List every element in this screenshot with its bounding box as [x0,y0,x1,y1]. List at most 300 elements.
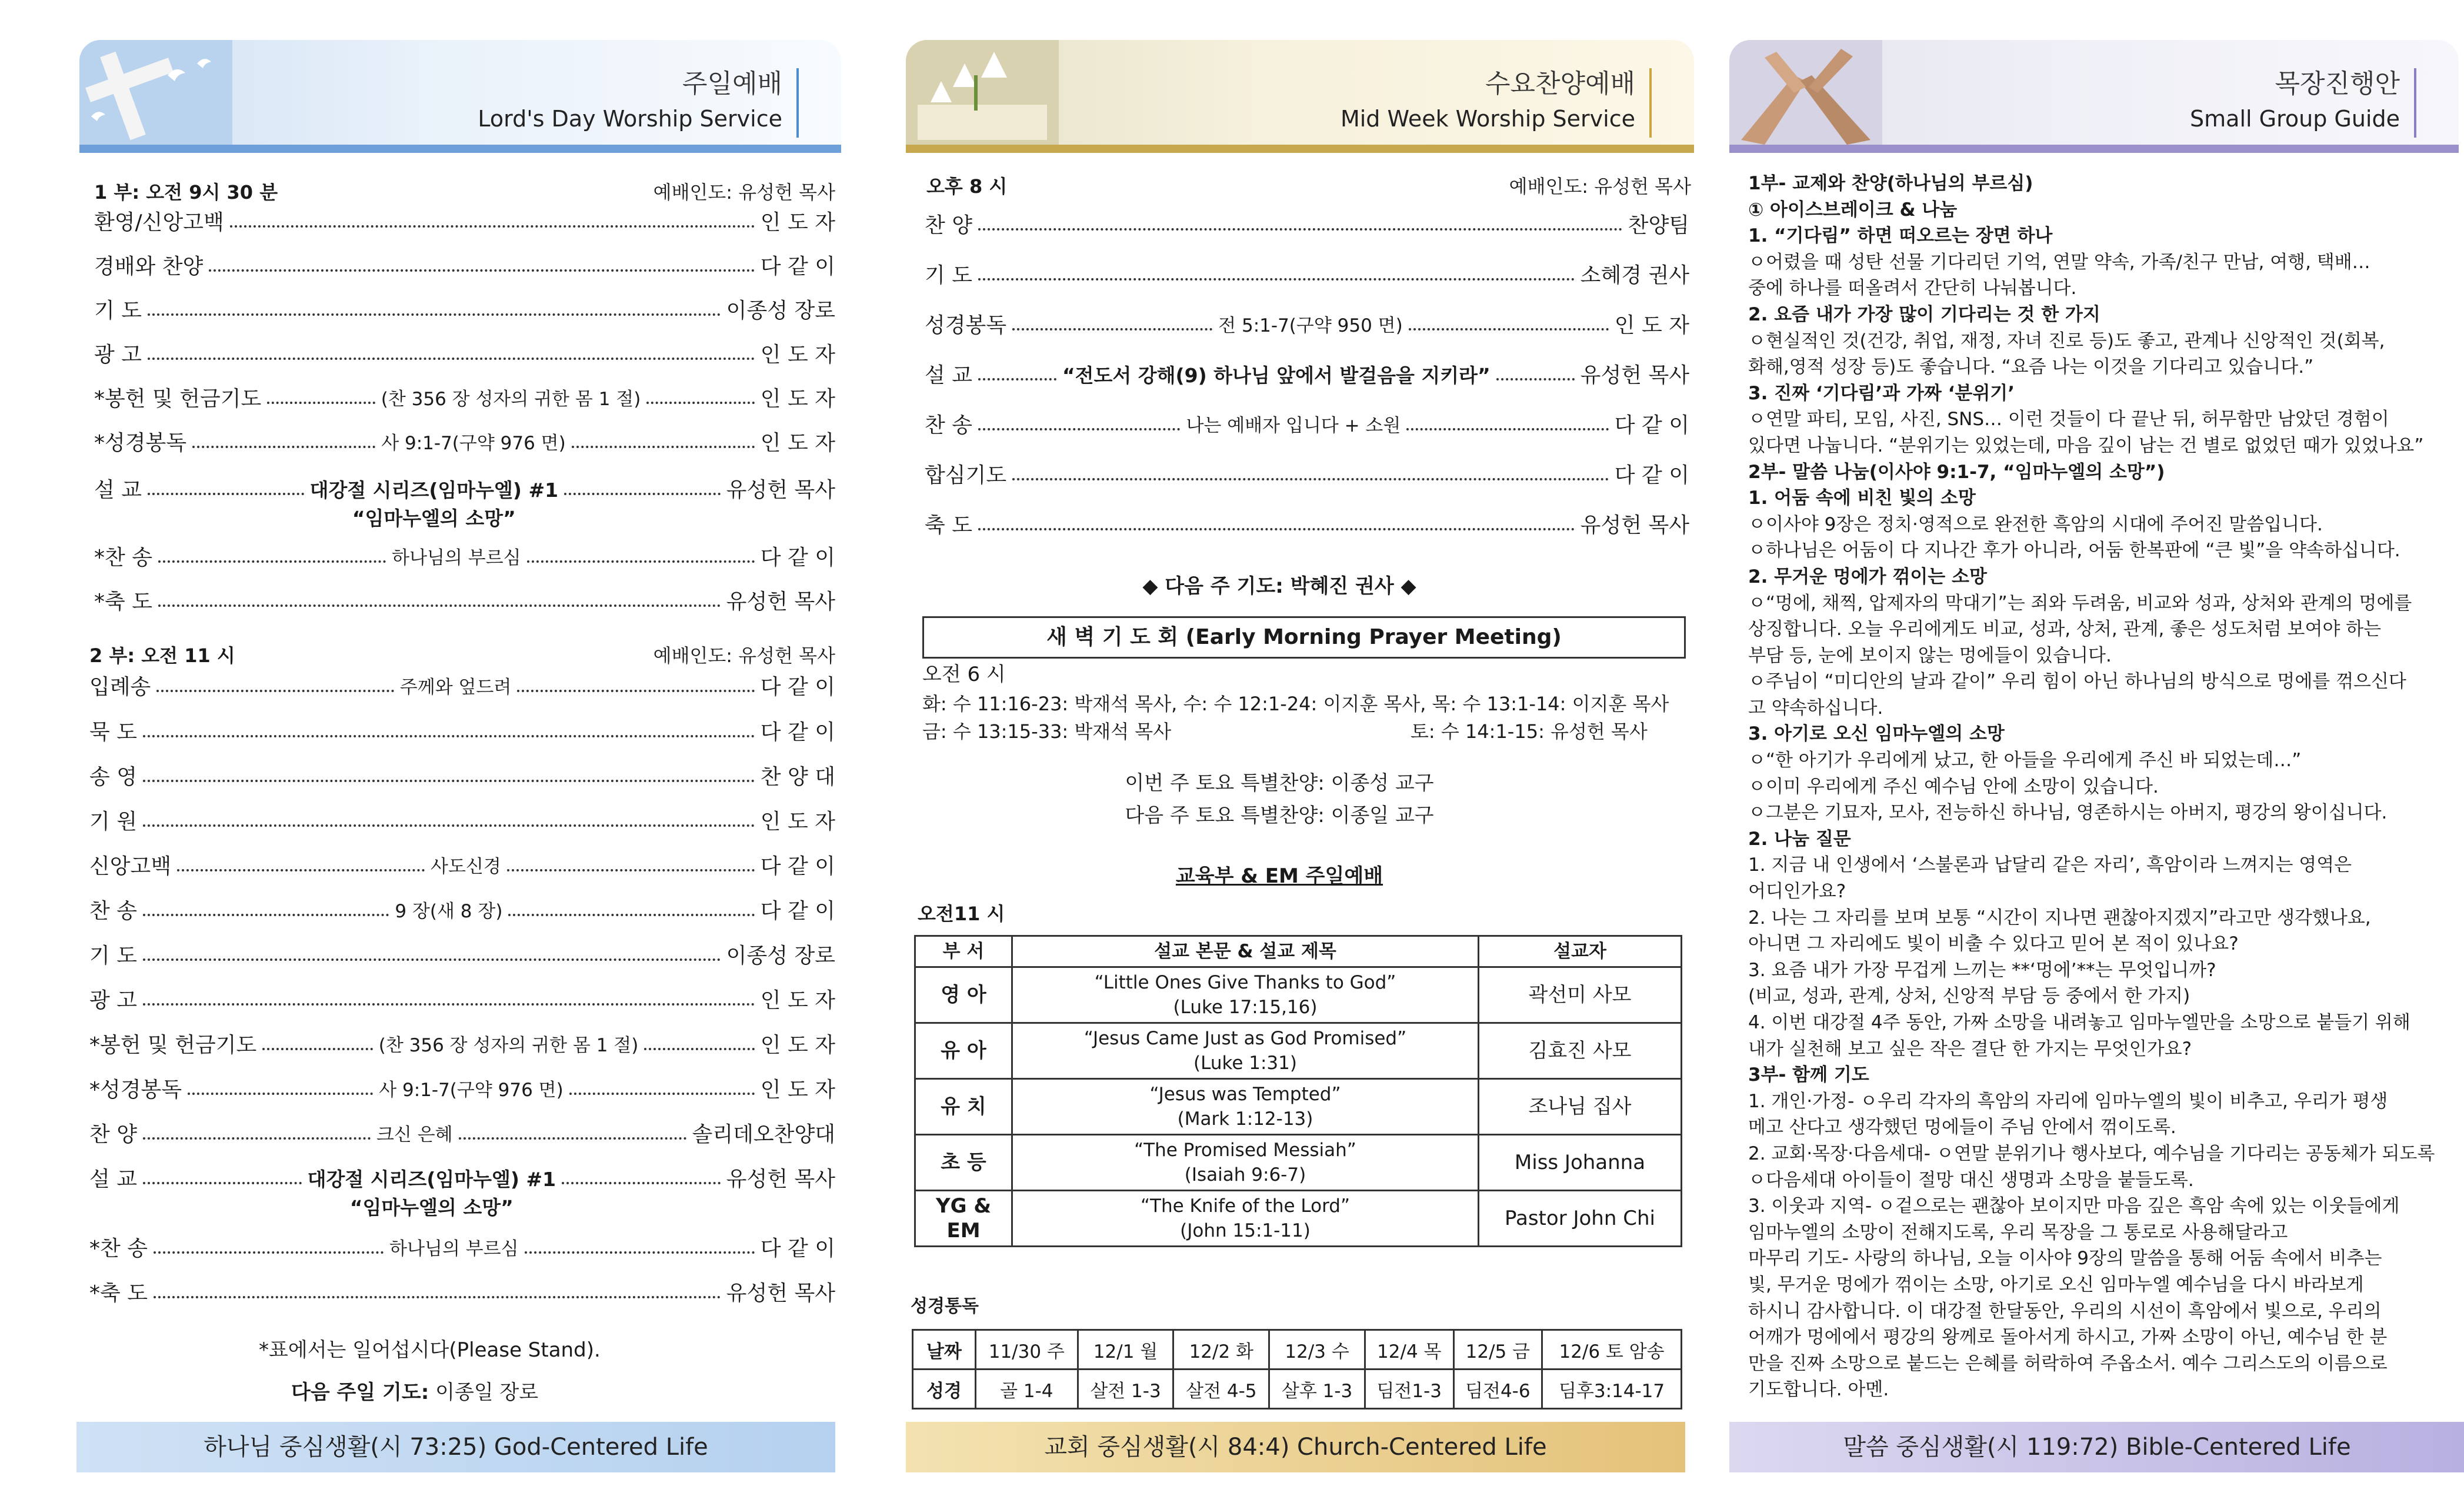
footer-bar [1729,1422,2464,1472]
sermon-title: “Little Ones Give Thanks to God” [1094,972,1396,993]
order-item-detail [308,1165,556,1222]
cross-dove-image [79,40,232,145]
order-item-person: 인 도 자 [760,387,835,411]
small-group-guide-text [1748,171,2442,1403]
row-header: 성경 [913,1370,976,1409]
guide-line: 어깨가 멍에에서 평강의 왕께로 돌아서게 하시고, 가짜 소망이 아닌, 예수님 한 분 [1748,1327,2388,1348]
leader-dots [572,429,755,448]
guide-line: 2. 교회·목장·다음세대- ㅇ연말 분위기나 행사보다, 예수님을 기다리는 공동체가 되도록 [1748,1143,2435,1164]
order-item-label: *봉헌 및 헌금기도 [94,387,262,411]
order-item-detail-text: 하나님의 부르심 [389,1238,519,1260]
order-item-person: 유성헌 목사 [726,478,835,502]
sermon-title: “임마누엘의 소망” [349,1196,514,1219]
order-item-detail-text: 대강절 시리즈(임마누엘) #1 [307,1168,556,1191]
order-item-label: 신앙고백 [89,854,172,879]
guide-heading: ① 아이스브레이크 & 나눔 [1748,199,1958,221]
table-row [915,1023,1682,1079]
guide-heading: 1. “기다림” 하면 떠오르는 장면 하나 [1748,225,2053,247]
order-item-detail [400,673,512,702]
midweek-panel [847,0,1712,1493]
order-item-label: *봉헌 및 헌금기도 [89,1033,257,1057]
order-item-person: 다 같 이 [1614,463,1689,487]
service2-leader: 예배인도: 유성헌 목사 [653,644,835,667]
footer-text: 말씀 중심생활(시 119:72) Bible-Centered Life [1843,1434,2351,1461]
sermon-text: (John 15:1-11) [1180,1220,1311,1241]
guide-heading: 2. 요즘 내가 가장 많이 기다리는 것 한 가지 [1748,303,2100,325]
midweek-next-prayer: ◆ 다음 주 기도: 박혜진 권사 ◆ [1142,575,1416,598]
leader-dots [1012,312,1212,330]
leader-dots [644,1031,754,1050]
small-group-panel [1712,0,2464,1493]
order-item-label: 경배와 찬양 [94,255,204,279]
preacher-cell: Pastor John Chi [1479,1191,1682,1247]
service1-header [94,178,835,205]
guide-line: 중에 하나를 떠올려서 간단히 나눠봅니다. [1748,278,2077,299]
leader-dots [262,1031,372,1050]
special-praise-this-week: 이번 주 토요 특별찬양: 이종성 교구 [1125,771,1434,795]
order-item-label: 설 교 [89,1167,137,1191]
order-item-detail-text: 사도신경 [431,856,501,877]
schedule-cell: 12/4 목 [1365,1330,1453,1370]
guide-heading: 3. 아기로 오신 임마누엘의 소망 [1748,723,2005,745]
header-rule [79,145,841,153]
leader-dots [143,1165,302,1184]
order-item-detail-text: 주께와 엎드려 [399,677,512,698]
order-item-label: 입례송 [89,675,151,699]
leader-dots [1012,462,1609,480]
schedule-cell: 살전 1-3 [1078,1370,1173,1409]
order-item-detail [392,544,521,572]
bible-reading-table [912,1329,1682,1410]
order-item-label: 기 도 [94,299,142,323]
guide-line: 어디인가요? [1748,881,1846,903]
order-item-label: 찬 양 [89,1123,137,1147]
order-item-detail-text: 대강절 시리즈(임마누엘) #1 [309,479,559,502]
lords-day-panel [0,0,847,1493]
header-rule [906,145,1694,153]
reading-title: 성경통독 [911,1296,979,1317]
column-header: 부 서 [915,936,1012,967]
order-item-label: 광 고 [94,343,142,367]
guide-line: 임마누엘의 소망이 전해지도록, 우리 목장을 그 통로로 사용해달라고 [1748,1221,2288,1243]
leader-dots [562,1165,721,1184]
order-item [925,312,1689,340]
leader-dots [156,673,394,692]
guide-line: ㅇ그분은 기묘자, 모사, 전능하신 하나님, 영존하시는 아버지, 평강의 왕이십니다. [1748,802,2388,824]
order-item [925,212,1689,240]
order-item [925,262,1689,290]
guide-line: ㅇ연말 파티, 모임, 사진, SNS… 이런 것들이 다 끝난 뒤, 허무함만 남았던 경험이 [1748,409,2389,430]
leader-dots [978,212,1622,231]
title-accent-bar [796,68,799,138]
title-accent-bar [2414,68,2416,138]
order-item-detail [1186,412,1401,440]
order-item [925,412,1689,440]
leader-dots [569,1076,755,1095]
joined-hands-image [1729,40,1882,145]
order-item-detail-text: 전 5:1-7(구약 950 면) [1218,315,1403,336]
order-item-label: 기 원 [89,810,137,834]
sermon-title: “Jesus was Tempted” [1149,1084,1341,1105]
guide-line: 부담 등, 눈에 보이지 않는 멍에들이 있습니다. [1748,644,2112,666]
midweek-banner [906,40,1694,145]
dept-cell: 유 아 [915,1023,1012,1079]
order-item-label: *성경봉독 [89,1078,182,1102]
order-item [94,429,835,457]
small-group-banner [1729,40,2459,145]
dawn-prayer-title: 새 벽 기 도 회 (Early Morning Prayer Meeting) [922,616,1686,659]
edu-time: 오전11 시 [918,903,1005,925]
page-title-en: Lord's Day Worship Service [478,106,782,132]
leader-dots [517,673,754,692]
dept-cell: 유 치 [915,1079,1012,1135]
dept-cell: YG & EM [915,1191,1012,1247]
leader-dots [507,853,755,871]
guide-line: 기도합니다. 아멘. [1748,1379,1889,1401]
guide-line: ㅇ현실적인 것(건강, 취업, 재정, 자녀 진로 등)도 좋고, 관계나 신앙적인 것(회복, [1748,330,2385,352]
order-item [94,209,835,237]
guide-line: 만을 진짜 소망으로 붙드는 은혜를 허락하여 주옵소서. 예수 그리스도의 이름으로 [1748,1352,2388,1374]
preacher-cell: 김효진 사모 [1479,1023,1682,1079]
table-row [915,967,1682,1023]
leader-dots [143,897,389,916]
sermon-title: “임마누엘의 소망” [352,507,516,530]
guide-line: 내가 실천해 보고 싶은 작은 결단 한 가지는 무엇인가요? [1748,1038,2192,1060]
leader-dots [1496,362,1575,380]
sermon-text: (Isaiah 9:6-7) [1184,1164,1306,1185]
sermon-text: (Mark 1:12-13) [1177,1108,1313,1130]
next-prayer [291,1376,538,1405]
order-item [94,544,835,572]
order-item [89,673,835,702]
order-item-label: 설 교 [94,478,142,502]
order-item-detail-text: (찬 356 장 성자의 귀한 몸 1 절) [378,1035,639,1056]
order-item [89,853,835,881]
leader-dots [143,942,721,961]
order-item-detail [381,429,566,457]
leader-dots [148,476,304,495]
order-item-detail-text: 나는 예배자 입니다 + 소원 [1186,415,1401,436]
guide-heading: 2. 나눔 질문 [1748,828,1851,850]
sermon-title: “Jesus Came Just as God Promised” [1083,1028,1407,1049]
sermon-cell [1012,1135,1479,1191]
order-item-label: 찬 송 [89,899,137,923]
order-item-person: 인 도 자 [760,431,835,455]
order-item-label: *성경봉독 [94,431,187,455]
order-item-person: 이종성 장로 [726,299,835,323]
schedule-cell: 골 1-4 [976,1370,1078,1409]
guide-line: (비교, 성과, 관계, 상처, 신앙적 부담 등 중에서 한 가지) [1748,986,2190,1007]
leader-dots [143,987,755,1006]
dawn-schedule-line2a: 금: 수 13:15-33: 박재석 목사 [922,720,1172,743]
order-item-label: 설 교 [925,363,972,388]
guide-line: ㅇ다음세대 아이들이 절망 대신 생명과 소망을 붙들도록. [1748,1169,2194,1191]
order-item-label: 찬 송 [925,413,972,437]
sermon-cell [1012,1079,1479,1135]
leader-dots [978,512,1575,530]
sermon-cell [1012,1191,1479,1247]
order-item [89,1280,835,1308]
order-item-detail [431,853,501,881]
order-item-person: 다 같 이 [760,854,835,879]
order-item-detail [376,1121,453,1149]
dawn-time: 오전 6 시 [922,663,1006,686]
leader-dots [508,897,754,916]
service2-header [89,641,835,668]
footer-text: 하나님 중심생활(시 73:25) God-Centered Life [204,1434,708,1461]
lords-day-banner [79,40,841,145]
sermon-text: (Luke 1:31) [1193,1053,1297,1074]
order-item-detail [310,476,559,533]
leader-dots [978,412,1180,430]
midweek-time: 오후 8 시 [926,175,1008,198]
order-item [925,362,1689,390]
page-title-en: Mid Week Worship Service [1340,106,1635,132]
order-item [89,1031,835,1060]
order-item-label: 기 도 [925,263,972,288]
leader-dots [158,588,721,607]
table-row [913,1370,1682,1409]
order-item [94,588,835,616]
dawn-schedule-line1: 화: 수 11:16-23: 박재석 목사, 수: 수 12:1-24: 이지훈 목사, 목: 수 13:1-14: 이지훈 목사 [922,693,1669,715]
order-item-person: 유성헌 목사 [726,590,835,614]
leader-dots [143,719,755,737]
leader-dots [148,297,721,316]
order-item [89,719,835,747]
order-item-label: 기 도 [89,944,137,968]
order-item-label: 송 영 [89,765,137,789]
service1-time: 1 부: 오전 9시 30 분 [94,181,278,203]
leader-dots [188,1076,373,1095]
order-item-label: 합심기도 [925,463,1007,487]
footer-text: 교회 중심생활(시 84:4) Church-Centered Life [1044,1434,1547,1461]
guide-line: 3. 이웃과 지역- ㅇ겉으로는 괜찮아 보이지만 마음 깊은 흑암 속에 있는 이웃들에게 [1748,1195,2400,1217]
order-item [89,1121,835,1149]
order-item-person: 유성헌 목사 [1580,513,1689,537]
leader-dots [154,1280,721,1298]
midweek-header [926,172,1691,199]
order-item-person: 다 같 이 [1614,413,1690,437]
table-row [913,1330,1682,1370]
order-item [89,808,835,836]
order-item-detail [395,897,502,926]
leader-dots [230,209,755,228]
schedule-cell: 12/1 월 [1078,1330,1173,1370]
leader-dots [143,763,755,782]
order-item-person: 다 같 이 [760,255,835,279]
schedule-cell: 딤후3:14-17 [1542,1370,1682,1409]
leader-dots [143,808,755,827]
order-item [89,942,835,970]
order-item [94,385,835,413]
order-item-person: 유성헌 목사 [1580,363,1689,388]
edu-table [914,935,1682,1247]
order-item-label: 광 고 [89,988,137,1013]
order-item-person: 인 도 자 [760,988,835,1013]
guide-heading: 1. 어둠 속에 비친 빛의 소망 [1748,487,1976,509]
table-header-row [915,936,1682,967]
schedule-cell: 12/2 화 [1173,1330,1269,1370]
order-item-detail-text: 하나님의 부르심 [392,547,521,569]
leader-dots [158,544,386,563]
guide-line: 4. 이번 대강절 4주 동안, 가짜 소망을 내려놓고 임마누엘만을 소망으로 붙들기 위해 [1748,1012,2410,1033]
order-item-detail [379,1076,564,1104]
guide-heading: 2. 무거운 멍에가 꺾이는 소망 [1748,566,1987,587]
order-item-person: 솔리데오찬양대 [692,1123,836,1147]
order-item-label: *찬 송 [89,1237,148,1261]
order-item-detail [379,1031,639,1060]
order-item-detail-text: 사 9:1-7(구약 976 면) [381,433,566,454]
preacher-cell: 곽선미 사모 [1479,967,1682,1023]
leader-dots [525,1235,755,1254]
guide-heading: 2부- 말씀 나눔(이사야 9:1-7, “임마누엘의 소망”) [1748,461,2165,483]
midweek-leader: 예배인도: 유성헌 목사 [1509,175,1691,198]
leader-dots [177,853,425,871]
order-item [89,1235,835,1263]
page-title-ko: 수요찬양예배 [1485,69,1635,99]
guide-line: 빛, 무거운 멍에가 꺾이는 소망, 아기로 오신 임마누엘 예수님을 다시 바라보게 [1748,1274,2364,1295]
order-item-detail-text: (찬 356 장 성자의 귀한 몸 1 절) [381,389,641,410]
preacher-cell: 조나님 집사 [1479,1079,1682,1135]
sermon-text: (Luke 17:15,16) [1173,997,1318,1018]
guide-line: 아니면 그 자리에도 빛이 비출 수 있다고 믿어 본 적이 있나요? [1748,933,2239,955]
order-item-detail-text: “전도서 강해(9) 하나님 앞에서 발걸음을 지키라” [1062,364,1491,387]
column-header: 설교 본문 & 설교 제목 [1012,936,1479,967]
leader-dots [978,362,1056,380]
order-item-person: 유성헌 목사 [726,1281,835,1305]
order-item-person: 다 같 이 [760,720,835,744]
order-item [89,763,835,791]
guide-line: 1. 개인·가정- ㅇ우리 각자의 흑암의 자리에 임마누엘의 빛이 비추고, 우리가 평생 [1748,1090,2388,1112]
guide-line: ㅇ주님이 “미디안의 날과 같이” 우리 힘이 아닌 하나님의 방식으로 멍에를 꺾으신다 [1748,671,2406,693]
leader-dots [1409,312,1609,330]
footer-bar [76,1422,835,1472]
order-item-person: 이종성 장로 [726,944,835,968]
order-item-label: *축 도 [89,1281,148,1305]
edu-title: 교육부 & EM 주일예배 [1175,864,1383,888]
page-title-ko: 주일예배 [682,69,782,99]
guide-line: 3. 요즘 내가 가장 무겁게 느끼는 **‘멍에’**는 무엇입니까? [1748,959,2216,981]
schedule-cell: 12/6 토 암송 [1542,1330,1682,1370]
guide-line: 마무리 기도- 사랑의 하나님, 오늘 이사야 9장의 말씀을 통해 어둠 속에서 비추는 [1748,1248,2382,1270]
dept-cell: 영 아 [915,967,1012,1023]
guide-line: ㅇ“멍에, 채찍, 압제자의 막대기”는 죄와 두려움, 비교와 성과, 상처와 관계의 멍에를 [1748,592,2412,614]
schedule-cell: 12/5 금 [1453,1330,1542,1370]
order-item-person: 다 같 이 [760,546,836,570]
leader-dots [978,262,1575,280]
row-header: 날짜 [913,1330,976,1370]
leader-dots [209,253,754,272]
order-item-detail-text: 9 장(새 8 장) [395,901,503,922]
column-header: 설교자 [1479,936,1682,967]
guide-heading: 3. 진짜 ‘기다림’과 가짜 ‘분위기’ [1748,382,2015,404]
leader-dots [143,1121,371,1140]
guide-line: 고 약속하십니다. [1748,697,1883,719]
order-item-label: *축 도 [94,590,152,614]
order-item [94,297,835,325]
guide-line: 있다면 나눕니다. “분위기는 있었는데, 마음 깊이 남는 건 별로 없었던 때가 있었나요” [1748,435,2424,456]
order-item-detail-text: 크신 은혜 [376,1124,453,1145]
order-item [89,987,835,1015]
preacher-cell: Miss Johanna [1479,1135,1682,1191]
order-item-person: 소혜경 권사 [1580,263,1689,288]
order-item-person: 인 도 자 [760,211,835,235]
order-item-label: *찬 송 [94,546,152,570]
guide-line: 1. 지금 내 인생에서 ‘스불론과 납달리 같은 자리’, 흑암이라 느껴지는 영역은 [1748,854,2352,876]
guide-line: ㅇ“한 아기가 우리에게 났고, 한 아들을 우리에게 주신 바 되었는데…” [1748,750,2302,771]
schedule-cell: 딤전4-6 [1453,1370,1542,1409]
sermon-cell [1012,1023,1479,1079]
order-item-person: 찬 양 대 [760,765,835,789]
table-row [915,1135,1682,1191]
leader-dots [148,341,755,360]
service2-time: 2 부: 오전 11 시 [89,644,235,667]
order-item-label: 축 도 [925,513,972,537]
guide-line: ㅇ이사야 9장은 정치·영적으로 완전한 흑암의 시대에 주어진 말씀입니다. [1748,513,2323,535]
dept-cell: 초 등 [915,1135,1012,1191]
order-item-person: 인 도 자 [760,343,835,367]
order-item-person: 다 같 이 [760,675,836,699]
next-prayer-label: 다음 주일 기도: [291,1381,429,1404]
order-item [89,897,835,926]
guide-line: 메고 산다고 생각했던 멍에들이 주님 안에서 꺾이도록. [1748,1117,2176,1138]
guide-line: ㅇ이미 우리에게 주신 예수님 안에 소망이 있습니다. [1748,776,2159,797]
order-item [94,476,835,533]
dawn-schedule-line2b: 토: 수 14:1-15: 유성헌 목사 [1411,720,1648,743]
leader-dots [646,385,754,404]
guide-heading: 1부- 교제와 찬양(하나님의 부르심) [1748,173,2033,194]
schedule-cell: 12/3 수 [1269,1330,1365,1370]
guide-heading: 3부- 함께 기도 [1748,1064,1869,1086]
leader-dots [192,429,375,448]
guide-line: 상징합니다. 오늘 우리에게도 비교, 성과, 상처, 관계, 좋은 성도처럼 보여야 하는 [1748,619,2382,640]
order-item-detail [389,1235,518,1263]
order-item-detail [381,385,641,413]
sermon-cell [1012,967,1479,1023]
special-praise-next-week: 다음 주 토요 특별찬양: 이종일 교구 [1125,804,1434,827]
order-item [925,462,1689,490]
table-row [915,1191,1682,1247]
stand-note: *표에서는 일어섭시다(Please Stand). [259,1338,601,1362]
order-item-person: 인 도 자 [760,1078,835,1102]
leader-dots [1406,412,1608,430]
sermon-title: “The Knife of the Lord” [1140,1195,1351,1217]
order-item [925,512,1689,540]
order-item [89,1165,835,1222]
order-item [94,341,835,369]
order-item [94,253,835,281]
leader-dots [267,385,375,404]
order-item-label: 찬 양 [925,213,972,238]
order-item-detail [1062,362,1491,390]
lily-bible-image [906,40,1059,145]
guide-line: 화해,영적 성장 등)도 좋습니다. “요즘 나는 이것을 기다리고 있습니다.” [1748,356,2314,378]
sermon-title: “The Promised Messiah” [1134,1140,1356,1161]
order-item-person: 유성헌 목사 [726,1167,835,1191]
order-item-person: 인 도 자 [760,810,835,834]
order-item-detail [1218,312,1403,340]
title-accent-bar [1649,68,1652,138]
order-item-person: 다 같 이 [760,1237,836,1261]
order-item-label: 묵 도 [89,720,137,744]
order-item-person: 인 도 자 [760,1033,835,1057]
guide-line: ㅇ어렸을 때 성탄 선물 기다리던 기억, 연말 약속, 가족/친구 만남, 여행, 택배… [1748,251,2370,273]
page-title-ko: 목장진행안 [2275,69,2400,99]
guide-line: 2. 나는 그 자리를 보며 보통 “시간이 지나면 괜찮아지겠지”라고만 생각했나요, [1748,907,2371,928]
schedule-cell: 11/30 주 [976,1330,1078,1370]
order-item-person: 인 도 자 [1614,313,1689,338]
order-item-person: 찬양팀 [1628,213,1689,238]
